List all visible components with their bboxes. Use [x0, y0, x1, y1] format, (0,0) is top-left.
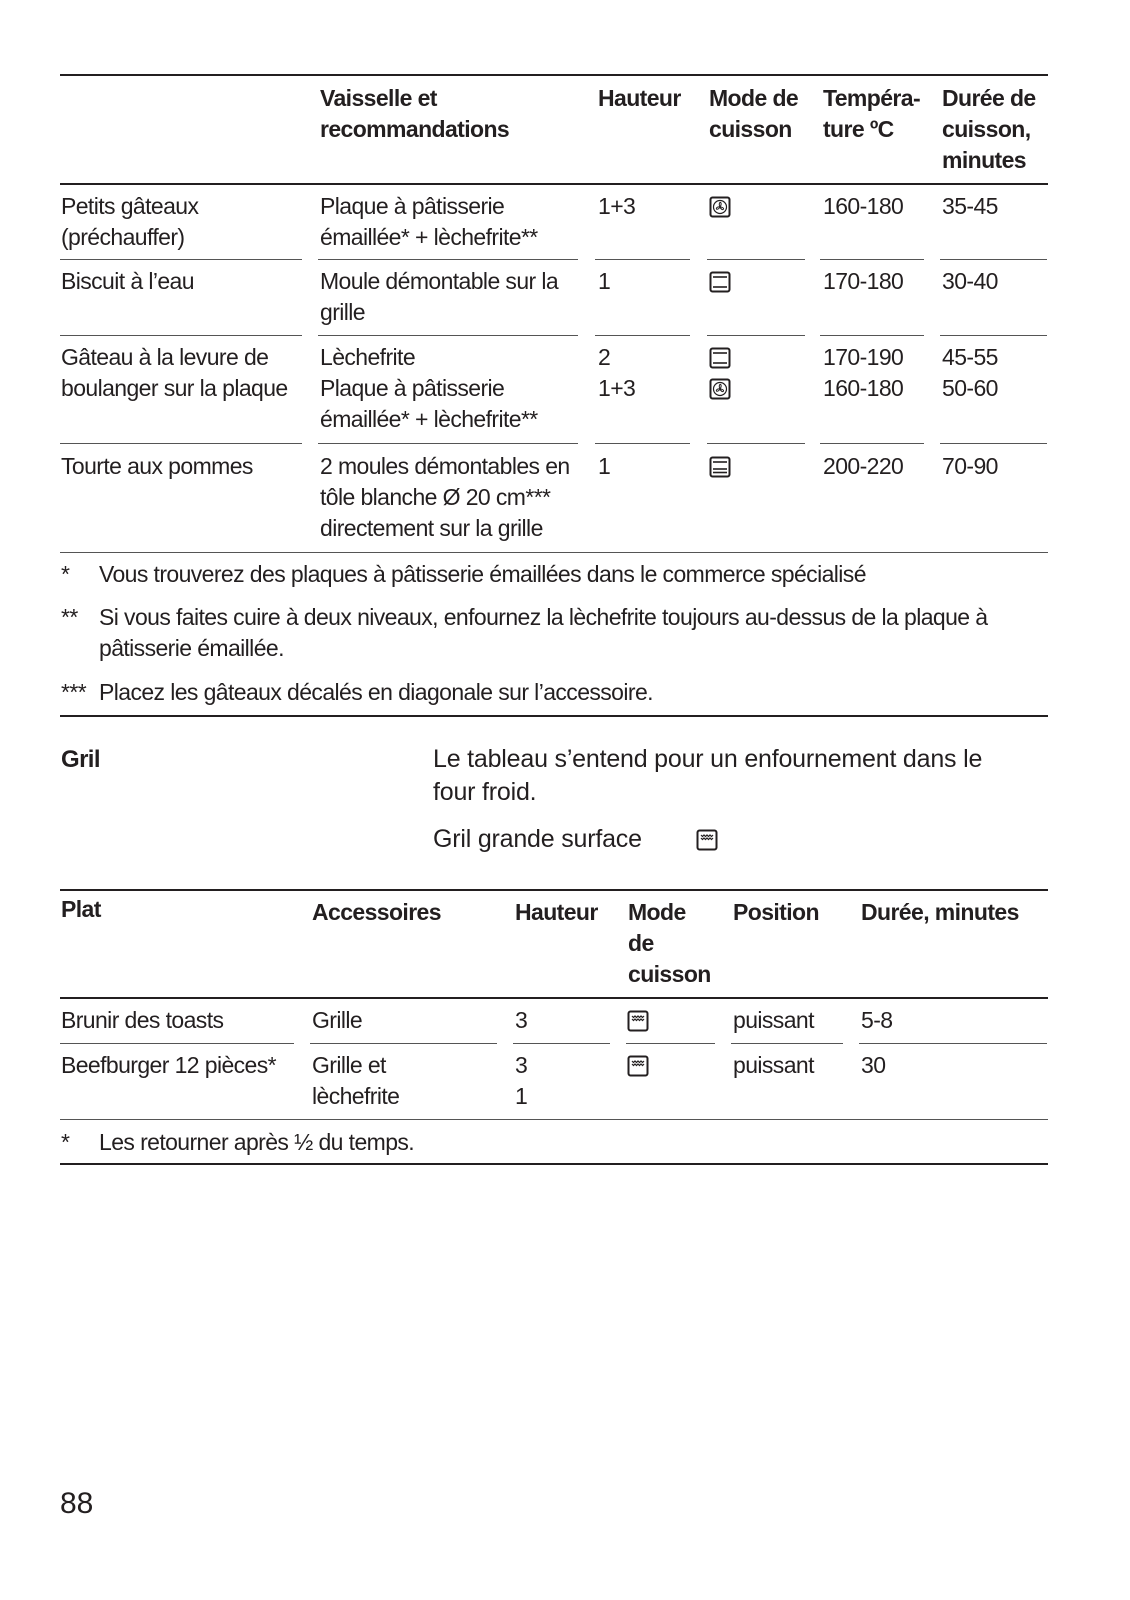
- row-separator: [820, 443, 924, 444]
- grill-position: puissant: [733, 1052, 814, 1078]
- shelf-height: 1: [598, 268, 611, 294]
- row-separator: [60, 1043, 294, 1044]
- dishware: Plaque à pâtisserie émaillée* + lèchefrite**: [320, 193, 538, 250]
- accessory: Grille: [312, 1007, 363, 1033]
- dish-name: Petits gâteaux (préchauffer): [61, 193, 199, 250]
- header-rule: [60, 183, 1048, 185]
- column-header: Position: [733, 899, 819, 925]
- dish-name: Beefburger 12 pièces*: [61, 1052, 276, 1078]
- duration: 70-90: [942, 453, 998, 479]
- section-rule: [60, 715, 1048, 717]
- bottom-rule: [60, 1163, 1048, 1165]
- row-separator: [595, 335, 690, 336]
- footnote-mark: ***: [61, 679, 87, 705]
- top-bottom-heat-icon: [709, 271, 731, 293]
- column-header: Hauteur: [598, 85, 681, 111]
- footnote-text: Vous trouverez des plaques à pâtisserie émaillées dans le commerce spécialisé: [99, 561, 866, 587]
- column-header: Tempéra- ture ºC: [823, 85, 921, 142]
- table-bottom-rule: [60, 1119, 1048, 1120]
- row-separator: [595, 443, 690, 444]
- temperature: 200-220: [823, 453, 904, 479]
- row-separator: [820, 259, 924, 260]
- column-header: Durée, minutes: [861, 899, 1019, 925]
- dishware: 2 moules démontables en tôle blanche Ø 20 cm*** directement sur la grille: [320, 453, 570, 541]
- grill-icon: [696, 829, 718, 851]
- grill-icon: [627, 1010, 649, 1032]
- section-intro: Le tableau s’entend pour un enfournement dans le four froid.: [433, 745, 983, 806]
- duration: 35-45: [942, 193, 998, 219]
- shelf-height: 3 1: [515, 1052, 528, 1109]
- column-header: Vaisselle et recommandations: [320, 85, 510, 142]
- row-separator: [318, 335, 578, 336]
- shelf-height: 2 1+3: [598, 344, 636, 401]
- fan-heat-icon: [709, 378, 731, 400]
- duration: 30-40: [942, 268, 998, 294]
- temperature: 160-180: [823, 193, 904, 219]
- row-separator: [731, 1043, 843, 1044]
- dish-name: Gâteau à la levure de boulanger sur la plaque: [61, 344, 288, 401]
- temperature: 170-180: [823, 268, 904, 294]
- row-separator: [318, 259, 578, 260]
- page-number: 88: [60, 1487, 94, 1520]
- accessory: Grille et lèchefrite: [312, 1052, 400, 1109]
- dish-name: Brunir des toasts: [61, 1007, 224, 1033]
- grill-footnote-mark: *: [61, 1129, 70, 1155]
- row-separator: [60, 443, 302, 444]
- row-separator: [595, 259, 690, 260]
- row-separator: [318, 443, 578, 444]
- fan-heat-icon: [709, 196, 731, 218]
- shelf-height: 1: [598, 453, 611, 479]
- column-header: Plat: [61, 896, 101, 922]
- row-separator: [707, 335, 805, 336]
- column-header: Accessoires: [312, 899, 441, 925]
- row-separator: [707, 259, 805, 260]
- footnote-text: Si vous faites cuire à deux niveaux, enfournez la lèchefrite toujours au-dessus de la plaque à pâtisserie émaillée.: [99, 604, 988, 661]
- row-separator: [940, 335, 1047, 336]
- column-header: Durée de cuisson, minutes: [942, 85, 1036, 173]
- row-separator: [859, 1043, 1047, 1044]
- row-separator: [940, 259, 1047, 260]
- dishware: Lèchefrite Plaque à pâtisserie émaillée* + lèchefrite**: [320, 344, 538, 432]
- dishware: Moule démontable sur la grille: [320, 268, 559, 325]
- row-separator: [60, 335, 302, 336]
- duration: 5-8: [861, 1007, 893, 1033]
- column-header: Mode de cuisson: [709, 85, 799, 142]
- dish-name: Tourte aux pommes: [61, 453, 253, 479]
- row-separator: [60, 259, 302, 260]
- section-title: Gril: [61, 746, 100, 773]
- shelf-height: 3: [515, 1007, 528, 1033]
- table-bottom-rule: [60, 552, 1048, 553]
- top-bottom-heat-icon: [709, 347, 731, 369]
- row-separator: [820, 335, 924, 336]
- footnote-text: Placez les gâteaux décalés en diagonale sur l’accessoire.: [99, 679, 653, 705]
- duration: 30: [861, 1052, 886, 1078]
- footnote-mark: **: [61, 604, 78, 630]
- duration: 45-55 50-60: [942, 344, 998, 401]
- shelf-height: 1+3: [598, 193, 636, 219]
- column-header: Hauteur: [515, 899, 598, 925]
- grill-table-top-rule: [60, 889, 1048, 891]
- grill-icon: [627, 1055, 649, 1077]
- row-separator: [310, 1043, 497, 1044]
- intensive-heat-icon: [709, 456, 731, 478]
- footnote-mark: *: [61, 561, 70, 587]
- row-separator: [513, 1043, 610, 1044]
- row-separator: [707, 443, 805, 444]
- header-rule: [60, 997, 1048, 999]
- grill-mode-label: Gril grande surface: [433, 825, 642, 853]
- grill-position: puissant: [733, 1007, 814, 1033]
- row-separator: [626, 1043, 715, 1044]
- grill-footnote-text: Les retourner après ½ du temps.: [99, 1129, 415, 1155]
- dish-name: Biscuit à l’eau: [61, 268, 194, 294]
- column-header: Mode de cuisson: [628, 899, 711, 987]
- temperature: 170-190 160-180: [823, 344, 904, 401]
- table-top-rule: [60, 74, 1048, 76]
- row-separator: [940, 443, 1047, 444]
